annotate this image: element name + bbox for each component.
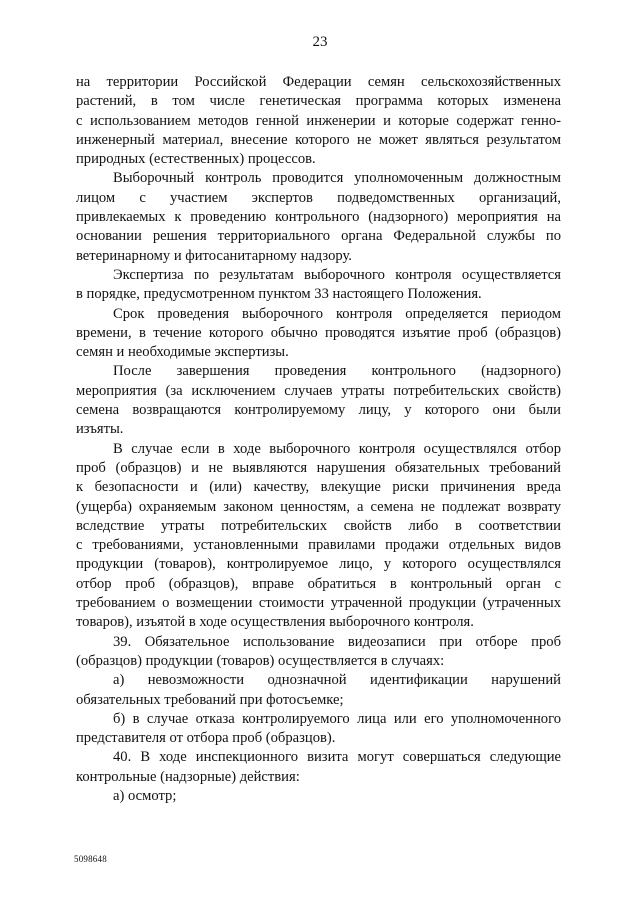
- text-line: б) в случае отказа контролируемого лица или его уполномоченного: [113, 710, 561, 727]
- document-body: [76, 73, 561, 806]
- text-line: семена возвращаются контролируемому лицу, у которого они были: [76, 402, 561, 419]
- text-line: семян и необходимые экспертизы.: [76, 344, 289, 361]
- text-line: контрольные (надзорные) действия:: [76, 768, 300, 785]
- text-line: изъяты.: [76, 421, 124, 438]
- text-line: 39. Обязательное использование видеозаписи при отборе проб: [113, 633, 561, 650]
- text-line: с требованиями, установленными правилами продажи отдельных видов: [76, 537, 561, 554]
- text-line: Срок проведения выборочного контроля определяется периодом: [113, 305, 561, 322]
- text-line: инженерный материал, внесение которого не может являться результатом: [76, 131, 561, 148]
- text-line: 40. В ходе инспекционного визита могут совершаться следующие: [113, 749, 561, 766]
- text-line: продукции (товаров), контролируемое лицо, у которого осуществлялся: [76, 556, 561, 573]
- text-line: (ущерба) охраняемым законом ценностям, а семена не подлежат возврату: [76, 498, 561, 515]
- text-line: лицом с участием экспертов подведомственных организаций,: [76, 189, 561, 206]
- text-line: В случае если в ходе выборочного контроля осуществлялся отбор: [113, 440, 561, 457]
- text-line: проб (образцов) и не выявляются нарушения обязательных требований: [76, 459, 561, 476]
- text-line: обязательных требований при фотосъемке;: [76, 691, 344, 708]
- text-line: товаров), изъятой в ходе осуществления выборочного контроля.: [76, 614, 474, 631]
- text-line: а) невозможности однозначной идентификации нарушений: [113, 672, 561, 689]
- text-line: требованием о возмещении стоимости утраченной продукции (утраченных: [76, 595, 561, 612]
- text-line: привлекаемых к проведению контрольного (надзорного) мероприятия на: [76, 209, 561, 226]
- text-line: времени, в течение которого обычно проводятся изъятие проб (образцов): [76, 324, 561, 341]
- text-line: растений, в том числе генетическая программа которых изменена: [76, 93, 561, 110]
- text-line: с использованием методов генной инженерии и которые содержат генно-: [76, 112, 561, 129]
- page-number: 23: [312, 34, 328, 50]
- text-line: в порядке, предусмотренном пунктом 33 настоящего Положения.: [76, 286, 482, 303]
- text-line: ветеринарному и фитосанитарному надзору.: [76, 247, 352, 264]
- text-line: (образцов) продукции (товаров) осуществляется в случаях:: [76, 652, 445, 669]
- text-line: представителя от отбора проб (образцов).: [76, 730, 336, 747]
- text-line: а) осмотр;: [113, 787, 177, 804]
- text-line: на территории Российской Федерации семян сельскохозяйственных: [76, 74, 561, 90]
- document-code: 5098648: [74, 854, 107, 864]
- text-line: Экспертиза по результатам выборочного контроля осуществляется: [113, 266, 561, 283]
- text-line: основании решения территориального органа Федеральной службы по: [76, 228, 561, 245]
- text-line: мероприятия (за исключением случаев утраты потребительских свойств): [76, 382, 561, 399]
- text-line: вследствие утраты потребительских свойств либо в соответствии: [76, 517, 561, 534]
- text-line: отбор проб (образцов), вправе обратиться в контрольный орган с: [76, 575, 561, 592]
- text-line: к безопасности и (или) качеству, влекущие риски причинения вреда: [76, 479, 561, 496]
- text-line: природных (естественных) процессов.: [76, 151, 316, 168]
- text-line: После завершения проведения контрольного (надзорного): [113, 363, 561, 380]
- text-line: Выборочный контроль проводится уполномоченным должностным: [113, 170, 561, 187]
